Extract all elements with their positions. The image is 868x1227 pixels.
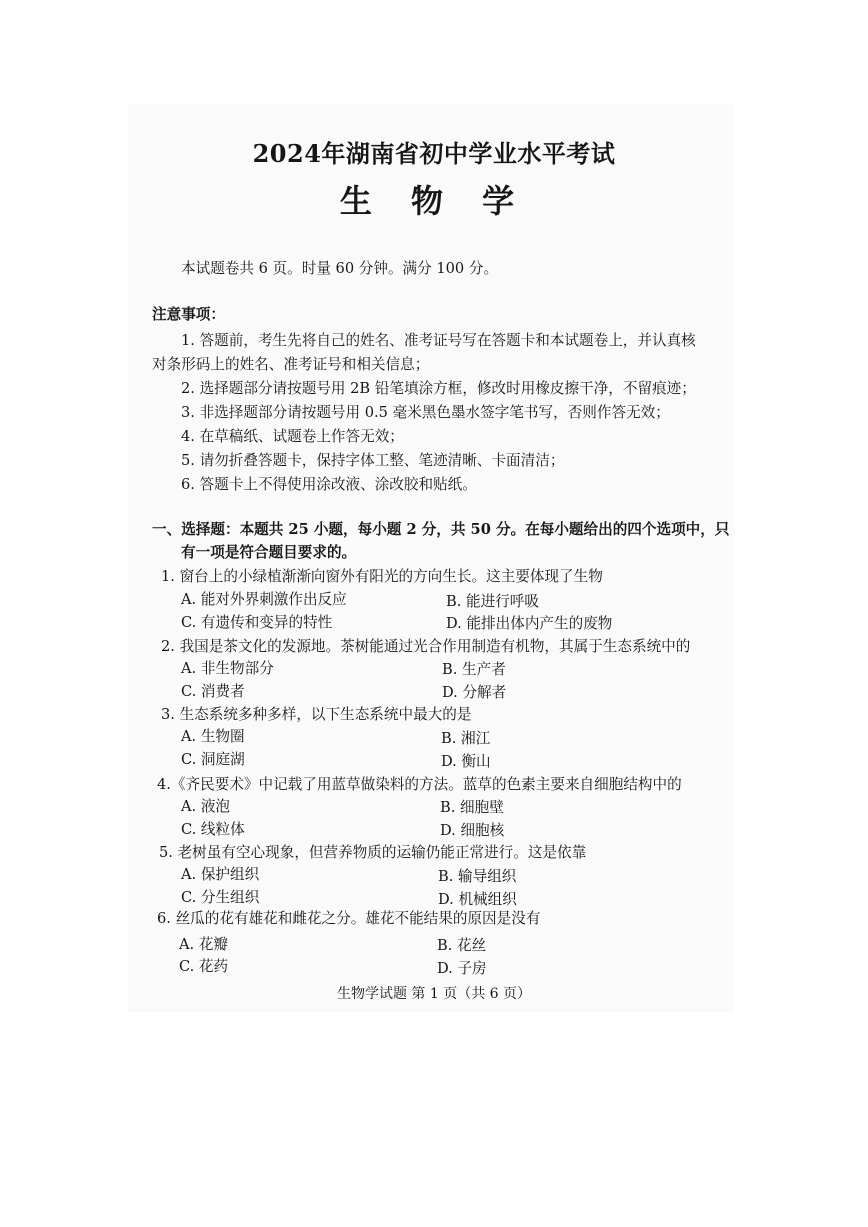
option-a: A. 能对外界刺激作出反应 (181, 591, 347, 608)
question-stem: 4.《齐民要术》中记载了用蓝草做染料的方法。蓝草的色素主要来自细胞结构中的 (157, 776, 682, 793)
option-a: A. 液泡 (181, 798, 231, 815)
question-stem: 6. 丝瓜的花有雄花和雌花之分。雄花不能结果的原因是没有 (157, 910, 541, 927)
section-heading-cont: 有一项是符合题目要求的。 (181, 544, 357, 561)
section-heading: 一、选择题：本题共 25 小题，每小题 2 分，共 50 分。在每小题给出的四个选项中，只 (152, 521, 730, 538)
option-a: A. 生物圈 (181, 728, 245, 745)
option-d: D. 子房 (437, 960, 487, 977)
option-a: A. 花瓣 (179, 936, 229, 953)
notice-item: 4. 在草稿纸、试题卷上作答无效； (181, 428, 404, 445)
option-b: B. 能进行呼吸 (446, 593, 539, 610)
option-b: B. 细胞壁 (440, 799, 504, 816)
option-d: D. 细胞核 (440, 822, 505, 839)
option-c: C. 线粒体 (181, 821, 245, 838)
notice-heading: 注意事项： (152, 306, 225, 323)
option-b: B. 输导组织 (438, 868, 517, 885)
exam-title: 2024年湖南省初中学业水平考试 (252, 139, 616, 168)
notice-item: 2. 选择题部分请按题号用 2B 铅笔填涂方框，修改时用橡皮擦干净，不留痕迹； (181, 380, 696, 397)
question-stem: 1. 窗台上的小绿植渐渐向窗外有阳光的方向生长。这主要体现了生物 (161, 568, 603, 585)
option-c: C. 消费者 (181, 683, 245, 700)
option-d: D. 能排出体内产生的废物 (446, 615, 613, 632)
notice-item: 3. 非选择题部分请按题号用 0.5 毫米黑色墨水签字笔书写，否则作答无效； (181, 404, 670, 421)
notice-item: 1. 答题前，考生先将自己的姓名、准考证号写在答题卡和本试题卷上，并认真核 (181, 332, 696, 349)
option-a: A. 保护组织 (181, 866, 260, 883)
option-c: C. 花药 (179, 958, 229, 975)
page-footer: 生物学试题 第 1 页（共 6 页） (336, 986, 532, 1002)
intro-text: 本试题卷共 6 页。时量 60 分钟。满分 100 分。 (181, 260, 499, 277)
notice-item: 6. 答题卡上不得使用涂改液、涂改胶和贴纸。 (181, 476, 477, 493)
option-b: B. 湘江 (441, 730, 491, 747)
option-c: C. 有遗传和变异的特性 (181, 614, 333, 631)
option-d: D. 机械组织 (438, 891, 517, 908)
option-b: B. 花丝 (437, 937, 487, 954)
option-b: B. 生产者 (442, 661, 506, 678)
option-d: D. 分解者 (442, 684, 507, 701)
question-stem: 5. 老树虽有空心现象，但营养物质的运输仍能正常进行。这是依靠 (159, 844, 587, 861)
option-c: C. 洞庭湖 (181, 751, 245, 768)
option-d: D. 衡山 (441, 753, 491, 770)
notice-item: 对条形码上的姓名、准考证号和相关信息； (152, 356, 430, 373)
option-c: C. 分生组织 (181, 889, 260, 906)
question-stem: 3. 生态系统多种多样，以下生态系统中最大的是 (161, 706, 472, 723)
subject-title: 生 物 学 (339, 182, 529, 220)
question-stem: 2. 我国是茶文化的发源地。茶树能通过光合作用制造有机物，其属于生态系统中的 (161, 638, 691, 655)
option-a: A. 非生物部分 (181, 660, 274, 677)
notice-item: 5. 请勿折叠答题卡，保持字体工整、笔迹清晰、卡面清洁； (181, 452, 565, 469)
